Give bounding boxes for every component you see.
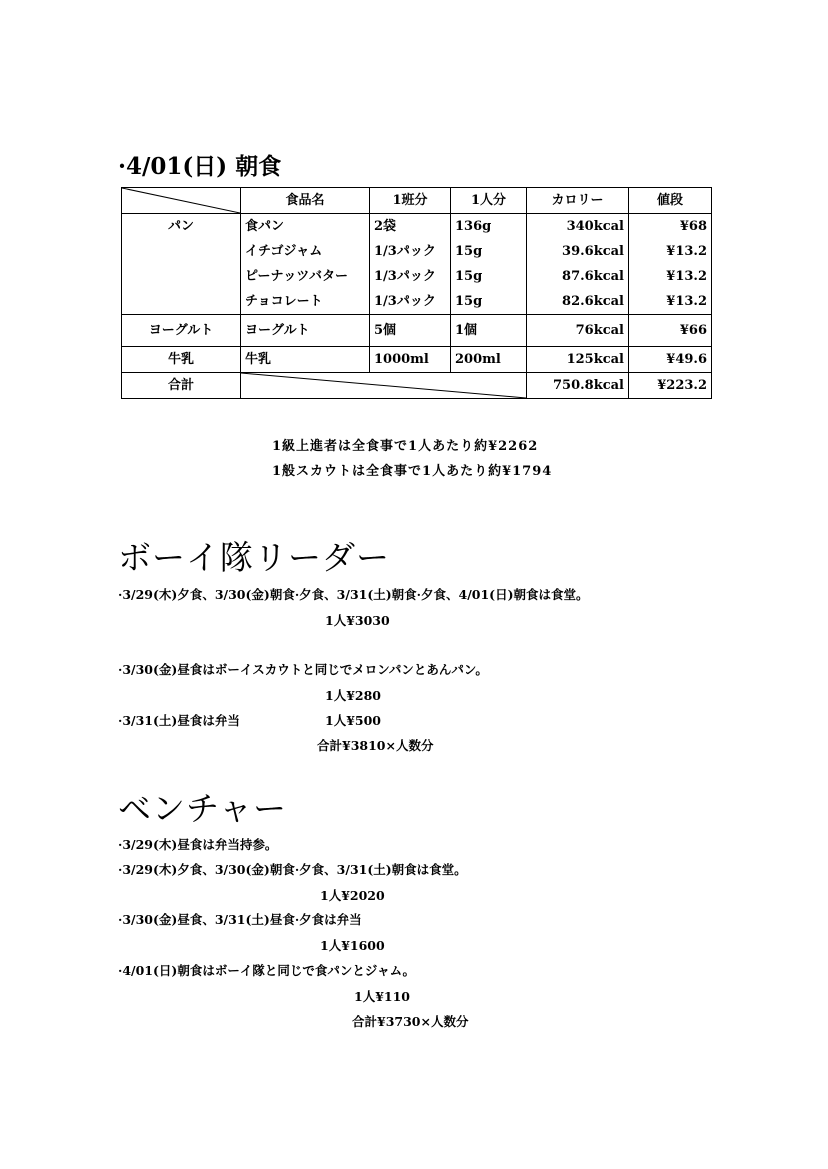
calories-cell — [527, 214, 629, 315]
per-person-value: 15g — [455, 294, 483, 309]
venture-heading: ベンチャー — [118, 789, 288, 828]
per-person-value: 15g — [455, 269, 483, 284]
venture-line: 1人¥2020 — [320, 888, 385, 903]
category-cell: パン — [122, 214, 241, 315]
total-calories: 750.8kcal — [527, 373, 629, 399]
calories-value: 340kcal — [566, 219, 624, 234]
table-row — [122, 214, 712, 315]
price-value: ¥13.2 — [666, 244, 707, 259]
per-group-value: 1/3パック — [374, 269, 436, 284]
calories-cell: 76kcal — [527, 315, 629, 347]
price-cell: ¥49.6 — [629, 347, 712, 373]
table-header-row — [122, 188, 712, 214]
food-name-cell: ヨーグルト — [241, 315, 370, 347]
per-group-cell — [370, 214, 451, 315]
boy-leader-line: ·3/31(土)昼食は弁当 — [118, 713, 240, 728]
food-name: イチゴジャム — [245, 244, 323, 259]
total-label: 合計 — [122, 373, 241, 399]
total-blank-cell — [241, 373, 527, 399]
food-name: 食パン — [245, 219, 285, 234]
food-name-cell: 牛乳 — [241, 347, 370, 373]
per-group-cell: 5個 — [370, 315, 451, 347]
calories-cell: 125kcal — [527, 347, 629, 373]
per-person-cell — [451, 214, 527, 315]
header-calories: カロリー — [527, 188, 629, 214]
per-person-cell: 200ml — [451, 347, 527, 373]
header-per-person: 1人分 — [451, 188, 527, 214]
boy-leader-line: 1人¥3030 — [325, 613, 390, 628]
price-value: ¥13.2 — [666, 269, 707, 284]
category-cell: ヨーグルト — [122, 315, 241, 347]
header-per-group: 1班分 — [370, 188, 451, 214]
venture-line: 1人¥110 — [354, 989, 410, 1004]
breakfast-table — [121, 187, 712, 399]
venture-line: ·3/30(金)昼食、3/31(土)昼食·夕食は弁当 — [118, 912, 362, 927]
price-cell: ¥66 — [629, 315, 712, 347]
boy-leader-line: ·3/30(金)昼食はボーイスカウトと同じでメロンパンとあんパン。 — [118, 662, 488, 677]
table-row — [122, 315, 712, 347]
corner-cell — [122, 188, 241, 214]
calories-value: 39.6kcal — [562, 244, 624, 259]
per-group-value: 2袋 — [374, 219, 397, 234]
header-food-name: 食品名 — [241, 188, 370, 214]
note-line: 1級上進者は全食事で1人あたり約¥2262 — [272, 439, 539, 454]
price-value: ¥68 — [679, 219, 707, 234]
venture-line: ·3/29(木)昼食は弁当持参。 — [118, 837, 278, 852]
per-person-cell: 1個 — [451, 315, 527, 347]
venture-line: 1人¥1600 — [320, 938, 385, 953]
category-cell: 牛乳 — [122, 347, 241, 373]
per-group-value: 1/3パック — [374, 294, 436, 309]
food-name: チョコレート — [245, 294, 323, 309]
per-person-value: 136g — [455, 219, 492, 234]
total-price: ¥223.2 — [629, 373, 712, 399]
boy-leader-heading: ボーイ隊リーダー — [118, 538, 390, 577]
note-line: 1般スカウトは全食事で1人あたり約¥1794 — [272, 464, 553, 479]
boy-leader-line: 1人¥280 — [325, 688, 381, 703]
table-total-row — [122, 373, 712, 399]
per-group-cell: 1000ml — [370, 347, 451, 373]
venture-total: 合計¥3730×人数分 — [352, 1014, 469, 1029]
boy-leader-total: 合計¥3810×人数分 — [317, 738, 434, 753]
per-group-value: 1/3パック — [374, 244, 436, 259]
calories-value: 82.6kcal — [562, 294, 624, 309]
header-price: 値段 — [629, 188, 712, 214]
venture-line: ·4/01(日)朝食はボーイ隊と同じで食パンとジャム。 — [118, 963, 415, 978]
price-cell — [629, 214, 712, 315]
breakfast-title: ·4/01(日) 朝食 — [118, 153, 282, 180]
price-value: ¥13.2 — [666, 294, 707, 309]
venture-line: ·3/29(木)夕食、3/30(金)朝食·夕食、3/31(土)朝食は食堂。 — [118, 862, 467, 877]
calories-value: 87.6kcal — [562, 269, 624, 284]
table-row — [122, 347, 712, 373]
boy-leader-line: ·3/29(木)夕食、3/30(金)朝食·夕食、3/31(土)朝食·夕食、4/01(日)朝食は食堂。 — [118, 587, 589, 602]
food-name: ピーナッツバター — [245, 269, 348, 284]
food-name-cell — [241, 214, 370, 315]
per-person-value: 15g — [455, 244, 483, 259]
boy-leader-line: 1人¥500 — [325, 713, 381, 728]
